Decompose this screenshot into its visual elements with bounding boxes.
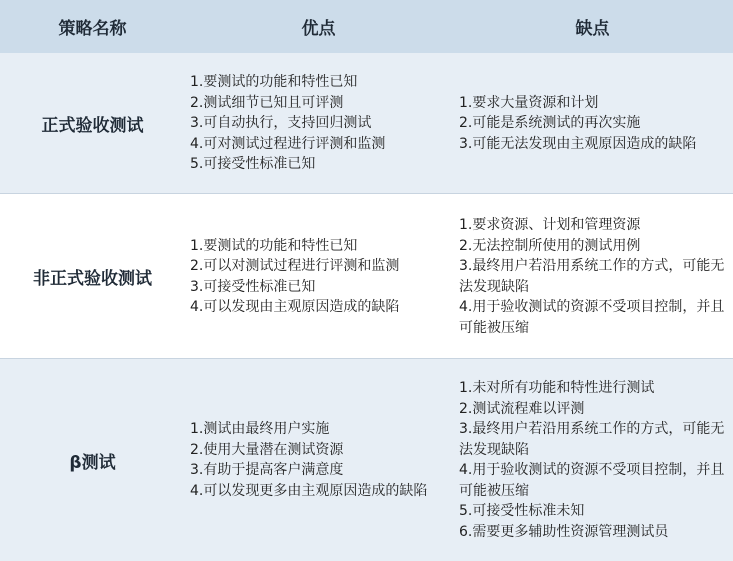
table-header-row [0,0,733,53]
table-row [0,53,733,194]
con-item: 2.无法控制所使用的测试用例 [459,237,641,254]
pro-item: 5.可接受性标准已知 [190,156,316,173]
con-item: 3.最终用户若沿用系统工作的方式，可能无法发现缺陷 [459,258,725,295]
cons-list [459,215,732,338]
cons-list [459,93,732,155]
con-item: 1.要求大量资源和计划 [459,94,599,111]
pro-item: 1.要测试的功能和特性已知 [190,237,358,254]
pro-item: 1.要测试的功能和特性已知 [190,74,358,91]
con-item: 2.可能是系统测试的再次实施 [459,115,641,132]
pros-cell [185,359,452,561]
pro-item: 1.测试由最终用户实施 [190,421,330,437]
pro-item: 2.可以对测试过程进行评测和监测 [190,258,400,274]
con-item: 1.未对所有功能和特性进行测试 [459,380,655,396]
pro-item: 4.可以发现由主观原因造成的缺陷 [190,299,400,315]
strategy-name-cell [0,194,185,359]
cons-cell [452,194,733,359]
con-item: 4.用于验收测试的资源不受项目控制，并且可能被压缩 [459,299,725,336]
pro-item: 4.可对测试过程进行评测和监测 [190,135,386,152]
pro-item: 3.可接受性标准已知 [190,278,316,295]
pros-cell [185,194,452,359]
con-item: 1.要求资源、计划和管理资源 [459,217,641,233]
con-item: 4.用于验收测试的资源不受项目控制，并且可能被压缩 [459,462,725,499]
con-item: 3.可能无法发现由主观原因造成的缺陷 [459,135,697,152]
cons-list [459,378,732,542]
pros-list [190,72,448,175]
table-row [0,194,733,359]
con-item: 2.测试流程难以评测 [459,400,585,417]
header-pros: 优点 [301,19,336,39]
header-cons: 缺点 [575,19,610,39]
con-item: 3.最终用户若沿用系统工作的方式，可能无法发现缺陷 [459,421,725,458]
pros-list [190,419,448,501]
cons-cell [452,359,733,561]
cons-cell [452,53,733,194]
pro-item: 3.可自动执行，支持回归测试 [190,115,372,132]
strategy-name: 非正式验收测试 [33,269,152,289]
pro-item: 4.可以发现更多由主观原因造成的缺陷 [190,482,428,499]
con-item: 5.可接受性标准未知 [459,503,585,519]
pro-item: 3.有助于提高客户满意度 [190,462,344,478]
strategy-name: β测试 [69,452,116,473]
con-item: 6.需要更多辅助性资源管理测试员 [459,523,669,540]
strategy-name: 正式验收测试 [41,116,144,136]
pros-list [190,236,448,318]
strategy-name-cell [0,359,185,561]
table-row [0,359,733,561]
pro-item: 2.使用大量潜在测试资源 [190,441,344,458]
pro-item: 2.测试细节已知且可评测 [190,94,344,111]
header-strategy-name: 策略名称 [58,19,127,39]
strategy-name-cell [0,53,185,194]
pros-cell [185,53,452,194]
